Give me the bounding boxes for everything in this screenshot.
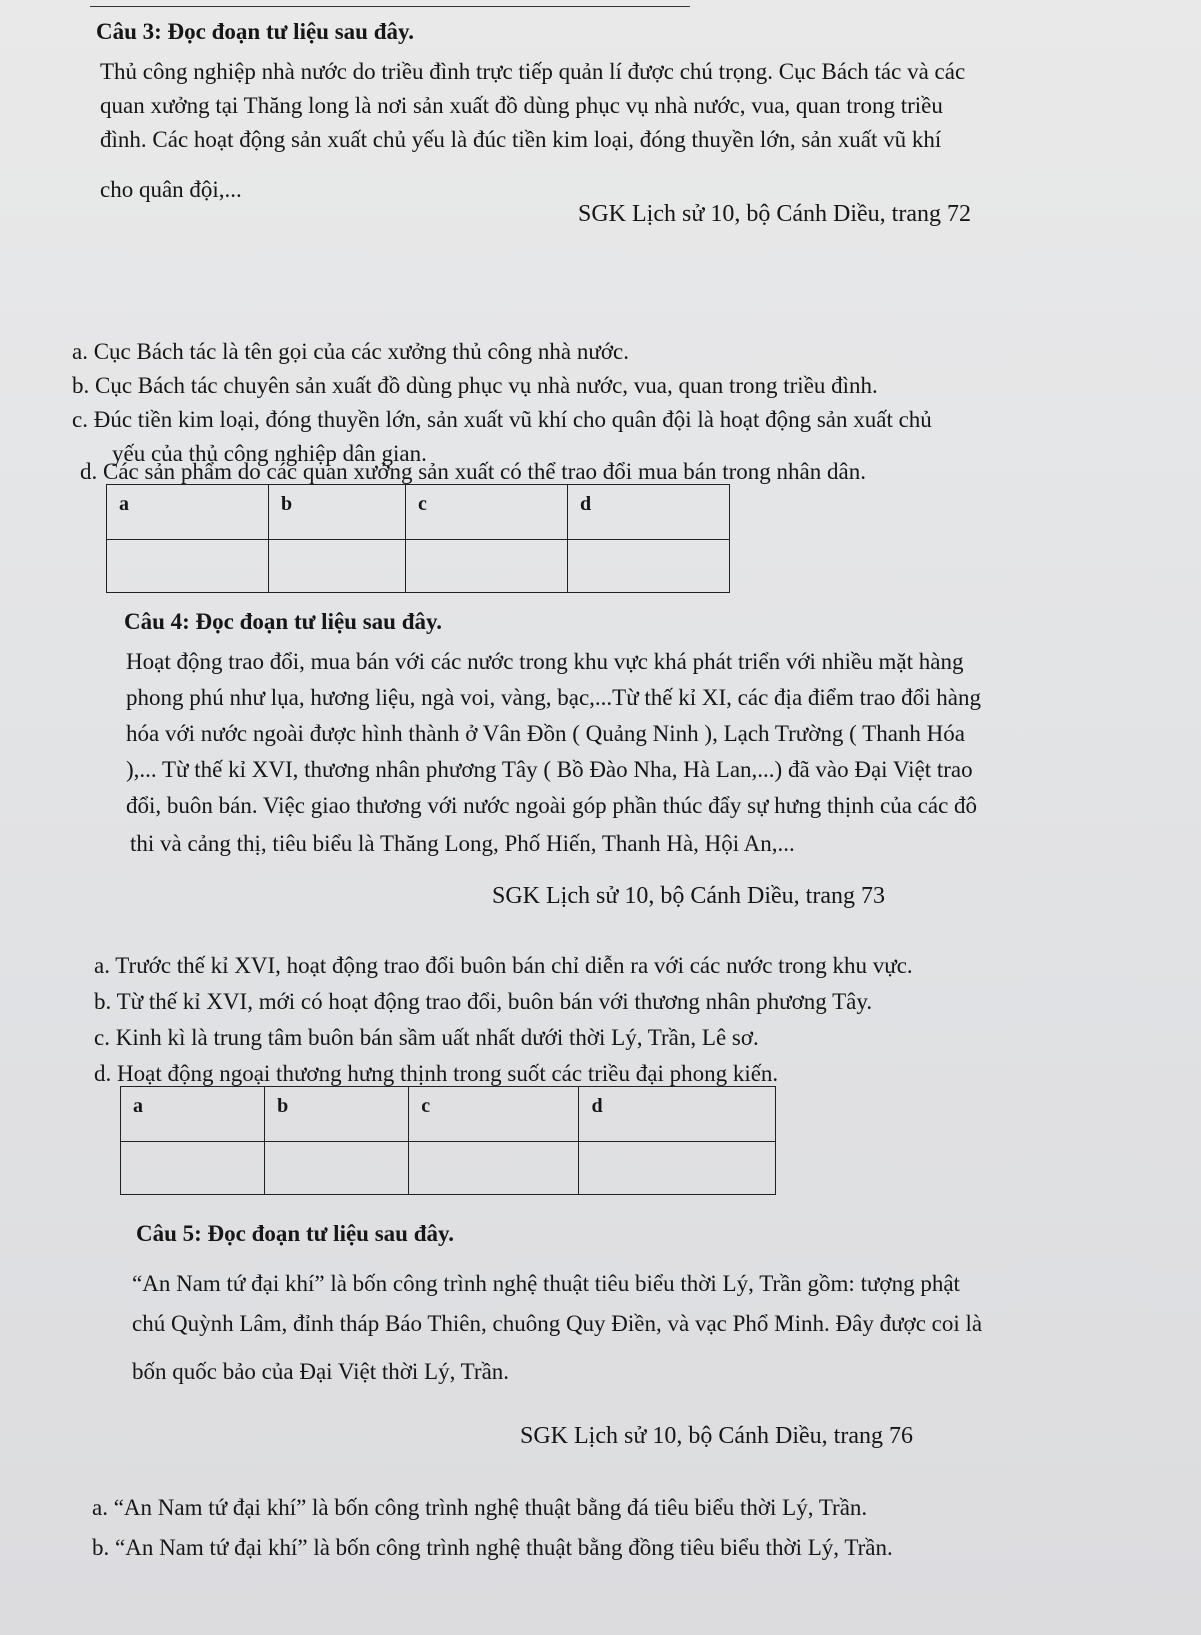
q3-header-d: d [567, 485, 729, 540]
q3-source: SGK Lịch sử 10, bộ Cánh Diều, trang 72 [578, 201, 971, 227]
q5-passage-line-1: “An Nam tứ đại khí” là bốn công trình nghệ thuật tiêu biểu thời Lý, Trần gồm: tượng phật [132, 1271, 960, 1296]
q4-header-d: d [579, 1087, 776, 1142]
q4-passage-line-4: ),... Từ thế kỉ XVI, thương nhân phương Tây ( Bồ Đào Nha, Hà Lan,...) đã vào Đại Việt trao [126, 757, 973, 782]
q3-option-d: d. Các sản phẩm do các quan xưởng sản xuất có thể trao đổi mua bán trong nhân dân. [80, 459, 866, 484]
q5-option-b: b. “An Nam tứ đại khí” là bốn công trình nghệ thuật bằng đồng tiêu biểu thời Lý, Trần. [92, 1535, 893, 1560]
q4-passage-line-2: phong phú như lụa, hương liệu, ngà voi, vàng, bạc,...Từ thế kỉ XI, các địa điểm trao đổi hàng [126, 685, 981, 710]
q4-passage-line-5: đổi, buôn bán. Việc giao thương với nước ngoài góp phần thúc đẩy sự hưng thịnh của các đô [126, 793, 978, 818]
q3-header-c: c [406, 485, 568, 540]
q4-passage-line-3: hóa với nước ngoài được hình thành ở Vân Đồn ( Quảng Ninh ), Lạch Trường ( Thanh Hóa [126, 721, 965, 746]
q3-answer-cell-b[interactable] [268, 540, 405, 593]
q3-passage-line-4: cho quân đội,... [100, 177, 242, 202]
q4-header-a: a [121, 1087, 265, 1142]
q3-answer-table [106, 484, 730, 593]
q3-answer-cell-c[interactable] [406, 540, 568, 593]
q4-header-b: b [265, 1087, 409, 1142]
q4-passage-line-6: thi và cảng thị, tiêu biểu là Thăng Long, Phố Hiến, Thanh Hà, Hội An,... [130, 831, 795, 856]
q4-header-c: c [409, 1087, 579, 1142]
q3-header-a: a [107, 485, 269, 540]
q4-option-b: b. Từ thế kỉ XVI, mới có hoạt động trao đổi, buôn bán với thương nhân phương Tây. [94, 989, 873, 1014]
q3-answer-cell-d[interactable] [567, 540, 729, 593]
q3-answer-input-row [107, 540, 730, 593]
q3-title: Câu 3: Đọc đoạn tư liệu sau đây. [96, 19, 414, 44]
q4-answer-cell-b[interactable] [265, 1142, 409, 1195]
q4-title: Câu 4: Đọc đoạn tư liệu sau đây. [124, 609, 442, 634]
q5-option-a: a. “An Nam tứ đại khí” là bốn công trình nghệ thuật bằng đá tiêu biểu thời Lý, Trần. [92, 1495, 868, 1520]
q4-source: SGK Lịch sử 10, bộ Cánh Diều, trang 73 [492, 883, 885, 909]
q4-option-c: c. Kinh kì là trung tâm buôn bán sầm uất nhất dưới thời Lý, Trần, Lê sơ. [94, 1025, 759, 1050]
top-divider-line [90, 6, 690, 7]
q4-option-a: a. Trước thế kỉ XVI, hoạt động trao đổi buôn bán chỉ diễn ra với các nước trong khu vực. [94, 953, 913, 978]
q5-source: SGK Lịch sử 10, bộ Cánh Diều, trang 76 [520, 1423, 913, 1449]
q5-passage-line-2: chú Quỳnh Lâm, đỉnh tháp Báo Thiên, chuông Quy Điền, và vạc Phổ Minh. Đây được coi là [132, 1311, 983, 1336]
q4-option-d: d. Hoạt động ngoại thương hưng thịnh trong suốt các triều đại phong kiến. [94, 1061, 779, 1086]
q4-answer-table [120, 1086, 776, 1195]
q3-option-c-continued: yếu của thủ công nghiệp dân gian. [112, 441, 427, 466]
q4-answer-input-row [121, 1142, 776, 1195]
q3-option-a: a. Cục Bách tác là tên gọi của các xưởng thủ công nhà nước. [72, 339, 629, 364]
q5-title: Câu 5: Đọc đoạn tư liệu sau đây. [136, 1221, 454, 1246]
q4-answer-cell-d[interactable] [579, 1142, 776, 1195]
q3-passage-line-3: đình. Các hoạt động sản xuất chủ yếu là đúc tiền kim loại, đóng thuyền lớn, sản xuất vũ khí [100, 127, 942, 152]
q3-answer-header-row [107, 485, 730, 540]
q4-answer-cell-c[interactable] [409, 1142, 579, 1195]
q3-header-b: b [268, 485, 405, 540]
q3-passage-line-1: Thủ công nghiệp nhà nước do triều đình trực tiếp quản lí được chú trọng. Cục Bách tác và các [100, 59, 966, 84]
q3-option-c: c. Đúc tiền kim loại, đóng thuyền lớn, sản xuất vũ khí cho quân đội là hoạt động sản xuất chủ [72, 407, 932, 432]
q4-answer-cell-a[interactable] [121, 1142, 265, 1195]
q3-option-b: b. Cục Bách tác chuyên sản xuất đồ dùng phục vụ nhà nước, vua, quan trong triều đình. [72, 373, 878, 398]
q4-answer-header-row [121, 1087, 776, 1142]
q4-passage-line-1: Hoạt động trao đổi, mua bán với các nước trong khu vực khá phát triển với nhiều mặt hàng [126, 649, 964, 674]
q5-passage-line-3: bốn quốc bảo của Đại Việt thời Lý, Trần. [132, 1359, 510, 1384]
q3-passage-line-2: quan xưởng tại Thăng long là nơi sản xuất đồ dùng phục vụ nhà nước, vua, quan trong triều [100, 93, 943, 118]
q3-answer-cell-a[interactable] [107, 540, 269, 593]
